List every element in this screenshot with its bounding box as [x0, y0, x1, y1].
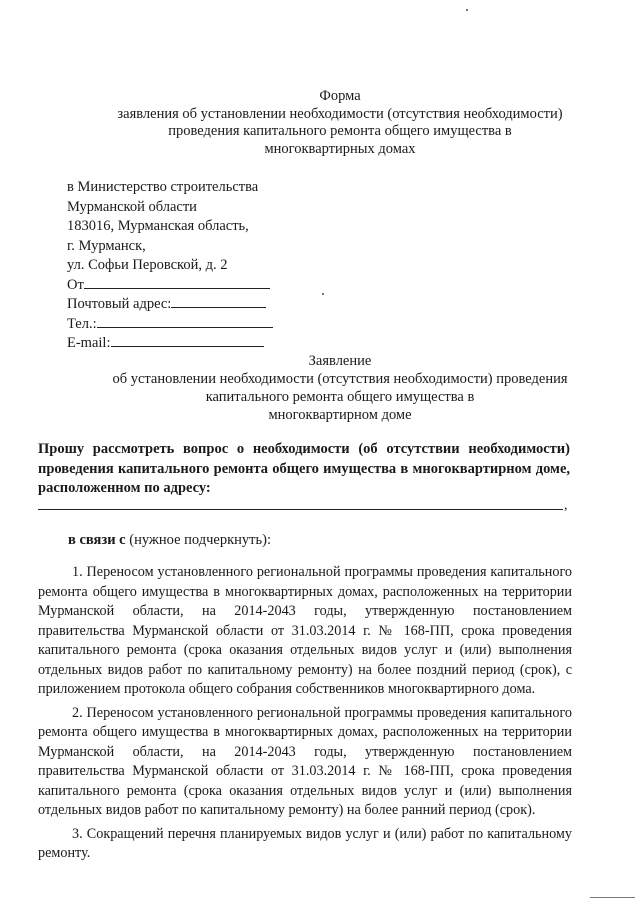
postal-field — [67, 295, 273, 315]
reasons-list — [38, 563, 572, 868]
statement-title — [40, 352, 640, 424]
recipient-block — [67, 178, 273, 354]
postal-label: Почтовый адрес: — [67, 296, 172, 312]
from-blank[interactable] — [84, 276, 270, 289]
statement-title-line-1: Заявление — [308, 353, 372, 369]
email-blank[interactable] — [111, 334, 264, 347]
reason-line — [68, 532, 271, 549]
form-title-line-4: многоквартирных домах — [264, 140, 416, 157]
list-item: 2. Переносом установленного региональной программы проведения капитального ремонта общего имущества в многоквартирных домах, расположенных на территории Мурманской области, на 2014-2043 годы, утвержденную постановлением правительства Мурманской области от 31.03.2014 г. № 168-ПП, срока проведения капитального ремонта (срока оказания отдельных видов услуг и (или) выполнения отдельных видов работ по капитальному ремонту) на более ранний период (срок). — [38, 704, 572, 818]
form-title-line-3: проведения капитального ремонта общего имущества в — [168, 123, 512, 139]
form-title-line-2: заявления об установлении необходимости (отсутствия необходимости) — [117, 105, 563, 122]
request-paragraph: Прошу рассмотреть вопрос о необходимости (об отсутствии необходимости) проведения капитального ремонта общего имущества в многоквартирном доме, расположенном по адресу: — [38, 441, 570, 496]
reason-bold: в связи с — [68, 532, 126, 548]
reason-rest: (нужное подчеркнуть): — [125, 532, 271, 548]
recipient-line-3: 183016, Мурманская область, — [67, 218, 249, 234]
from-field — [67, 276, 273, 296]
phone-field — [67, 315, 273, 335]
form-title — [40, 88, 640, 158]
email-label: E-mail: — [67, 335, 111, 351]
statement-title-line-2: об установлении необходимости (отсутствия необходимости) проведения — [112, 371, 568, 387]
address-comma: , — [564, 498, 568, 513]
scan-edge-line — [590, 897, 635, 898]
form-title-line-1: Форма — [319, 88, 361, 104]
email-field — [67, 334, 273, 354]
recipient-line-2: Мурманской области — [67, 198, 197, 215]
statement-title-line-4: многоквартирном доме — [268, 407, 412, 423]
recipient-line-1: в Министерство строительства — [67, 179, 259, 195]
phone-label: Тел.: — [67, 315, 97, 332]
address-blank-line[interactable] — [38, 509, 563, 510]
recipient-line-4: г. Мурманск, — [67, 237, 146, 254]
scan-speck — [466, 9, 468, 11]
phone-blank[interactable] — [97, 315, 273, 328]
recipient-line-5: ул. Софьи Перовской, д. 2 — [67, 257, 228, 273]
postal-blank[interactable] — [171, 295, 266, 308]
statement-title-line-3: капитального ремонта общего имущества в — [205, 389, 475, 405]
list-item: 3. Сокращений перечня планируемых видов услуг и (или) работ по капитальному ремонту. — [38, 825, 572, 861]
scan-speck — [322, 293, 324, 295]
from-label: От — [67, 276, 84, 293]
list-item: 1. Переносом установленного региональной программы проведения капитального ремонта общего имущества в многоквартирных домах, расположенных на территории Мурманской области, на 2014-2043 годы, утвержденную постановлением правительства Мурманской области от 31.03.2014 г. № 168-ПП, срока проведения капитального ремонта (срока оказания отдельных видов услуг и (или) выполнения отдельных видов работ по капитальному ремонту) на более поздний период (срок), с приложением протокола общего собрания собственников многоквартирного дома. — [38, 564, 572, 697]
